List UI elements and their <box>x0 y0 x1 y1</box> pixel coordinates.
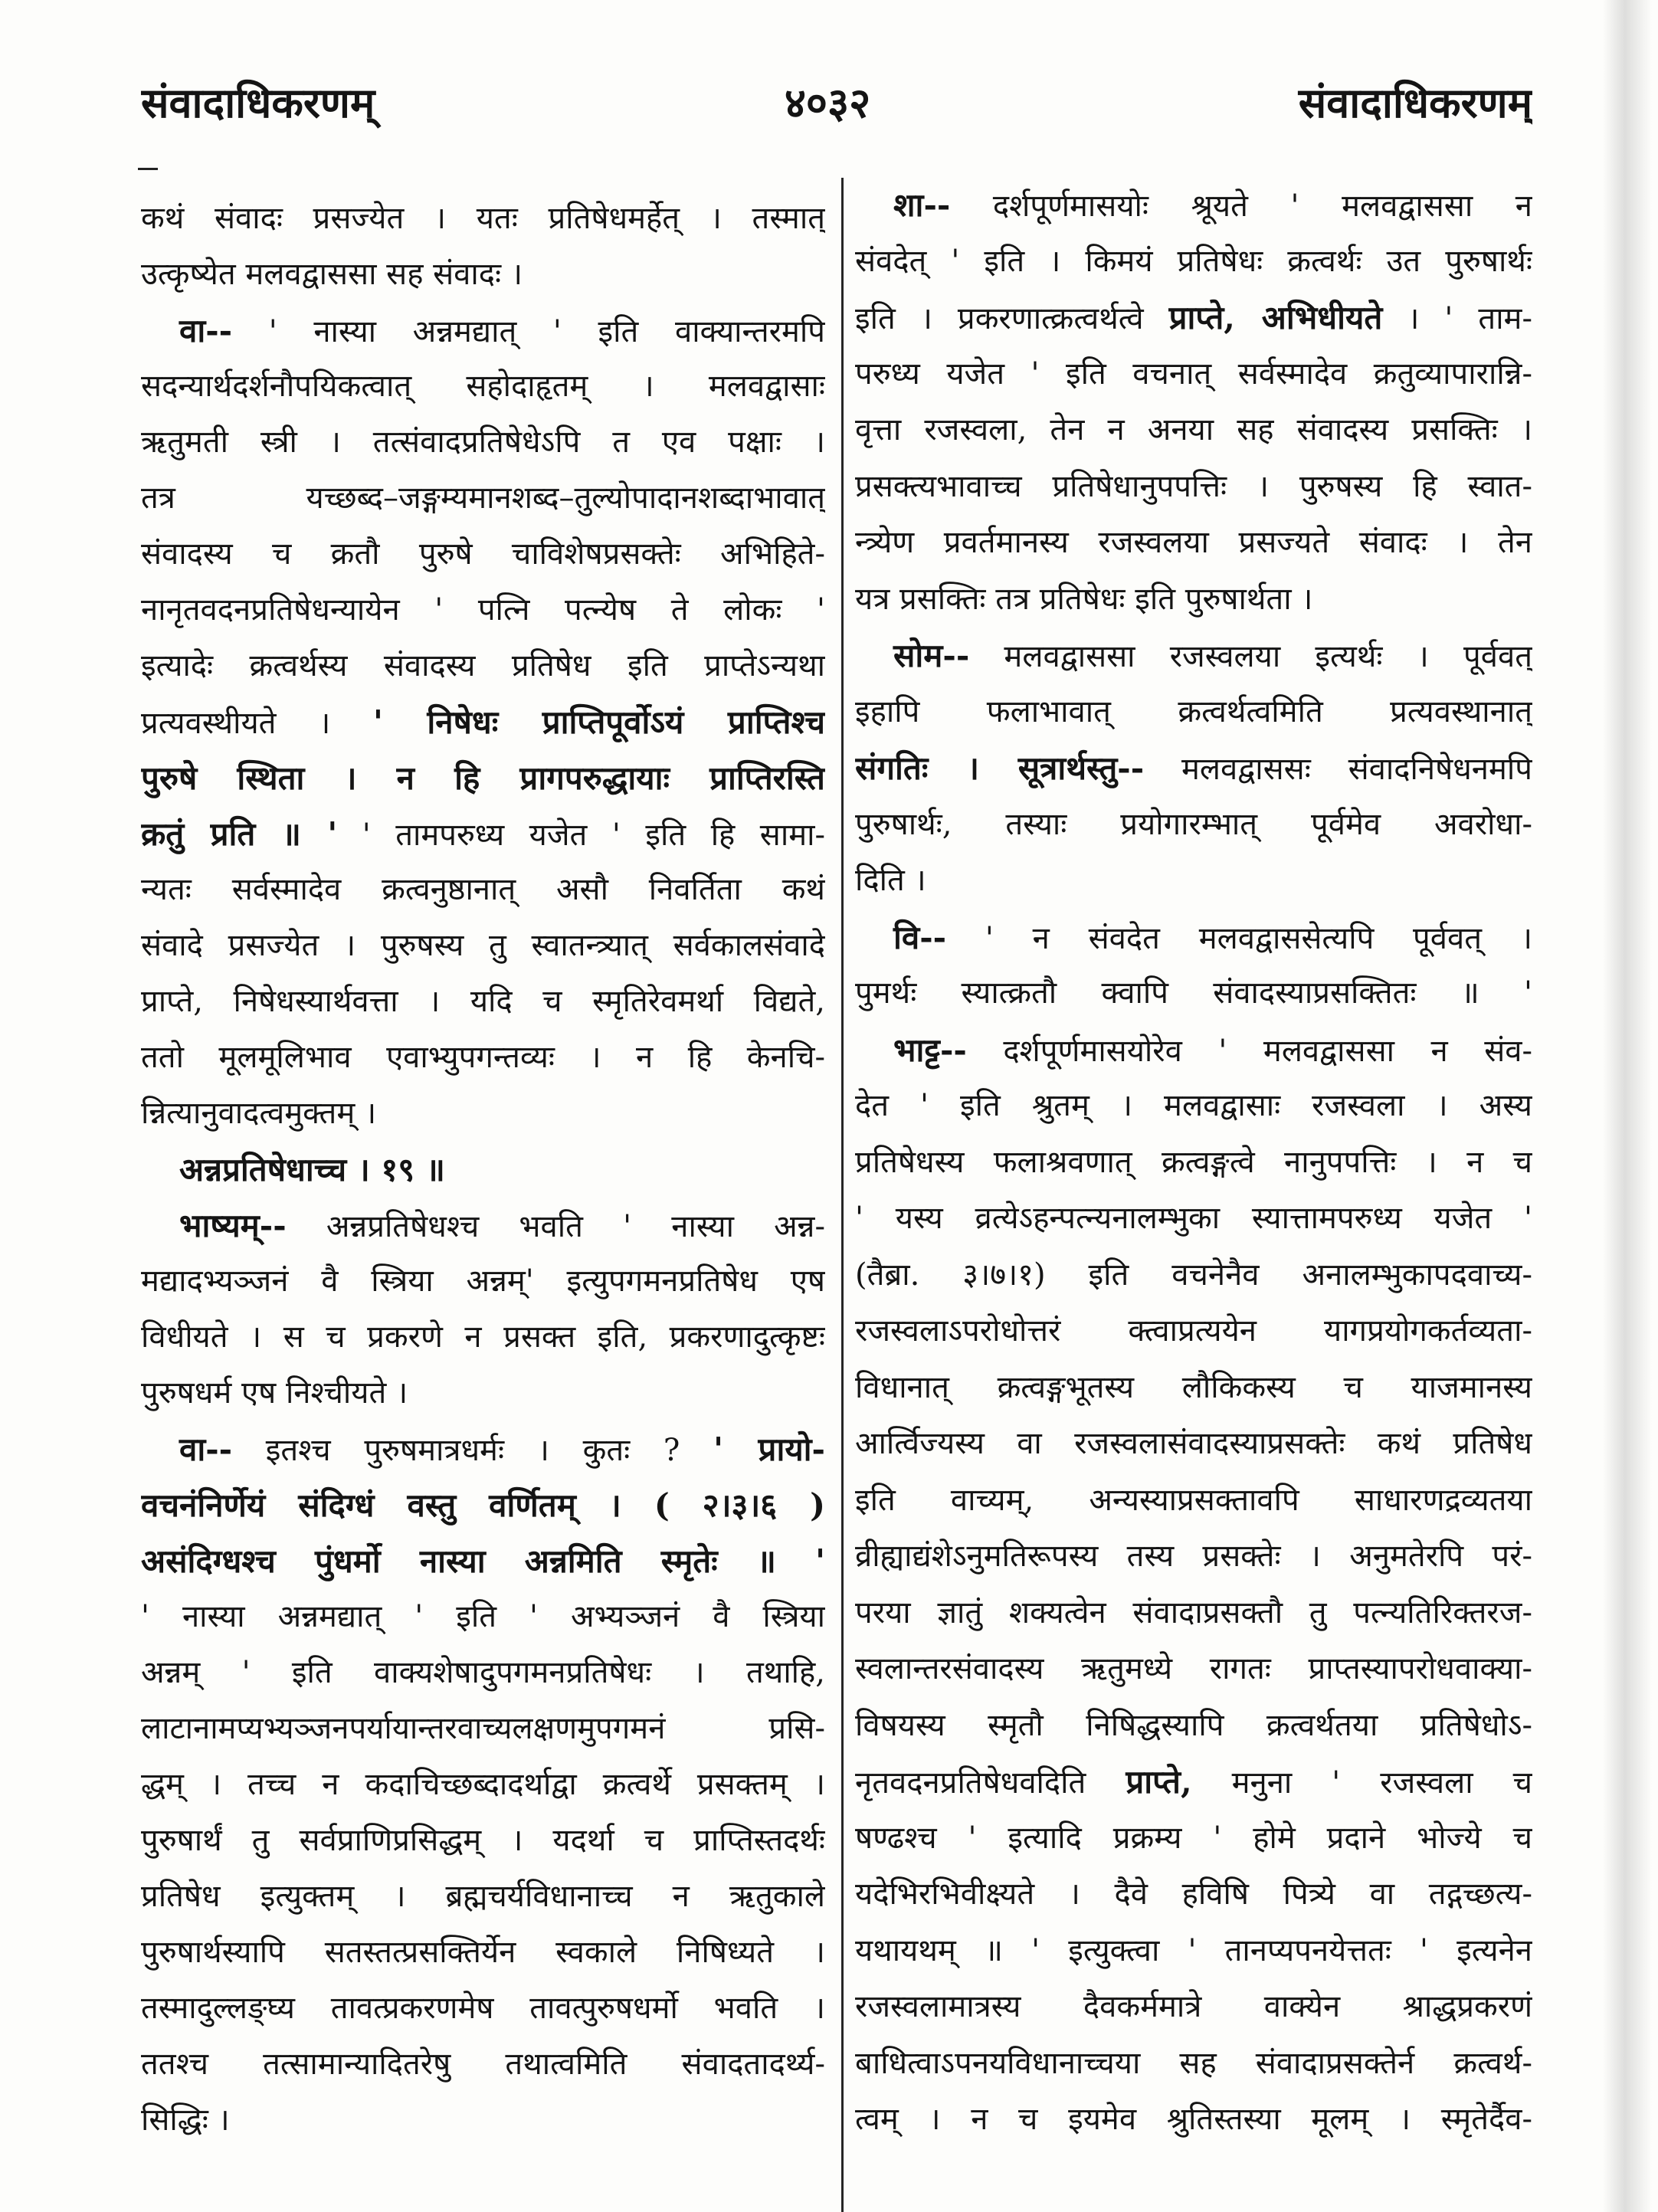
text-span: संवदेत् ' इति । किमयं प्रतिषेधः क्रत्वर्थः उत पुरुषार्थः <box>855 243 1532 279</box>
text-line <box>141 1589 825 1645</box>
text-span: पुमर्थः स्यात्क्रतौ क्वापि संवादस्याप्रसक्तितः ॥ ' <box>855 975 1532 1011</box>
right-column <box>855 177 1532 2148</box>
text-span: द्धम् । तच्च न कदाचिच्छब्दादर्थाद्वा क्रत्वर्थे प्रसक्तम् । <box>141 1767 825 1802</box>
text-line <box>141 303 825 359</box>
text-line <box>141 1925 825 1981</box>
text-line <box>141 1365 825 1421</box>
text-line <box>141 638 825 694</box>
bold-text: वि-- <box>893 918 947 956</box>
text-span: इहापि फलाभावात् क्रत्वर्थत्वमिति प्रत्यवस्थानात् <box>855 693 1532 729</box>
text-line <box>141 1309 825 1365</box>
text-line <box>855 1923 1532 1980</box>
text-span: सिद्धिः । <box>141 2102 230 2138</box>
text-line <box>855 459 1532 516</box>
text-span: ' नास्या अन्नमद्यात् ' इति ' अभ्यञ्जनं वै स्त्रिया <box>141 1599 825 1634</box>
text-span: स्वलान्तरसंवादस्य ऋतुमध्ये रागतः प्राप्तस्यापरोधवाक्या- <box>855 1651 1532 1686</box>
text-line <box>141 918 825 974</box>
bold-text: प्राप्ते, <box>1126 1763 1192 1801</box>
text-line <box>855 2092 1532 2148</box>
text-span: अन्नप्रतिषेधश्च भवति ' नास्या अन्न- <box>286 1209 825 1244</box>
text-span: विधीयते । स च प्रकरणे न प्रसक्त इति, प्रकरणादुत्कृष्टः <box>141 1319 825 1355</box>
text-line <box>141 694 825 750</box>
text-span: ' तामपरुध्य यजेत ' इति हि सामा- <box>337 818 825 853</box>
header-rule <box>138 168 158 170</box>
text-span: मलवद्वाससा रजस्वलया इत्यर्थः । पूर्ववत् <box>969 639 1532 674</box>
text-span: परुध्य यजेत ' इति वचनात् सर्वस्मादेव क्रतुव्यापारान्नि- <box>855 356 1532 392</box>
text-line <box>855 1416 1532 1473</box>
text-line <box>141 1030 825 1086</box>
text-line <box>855 1585 1532 1642</box>
text-span: यथायथम् ॥ ' इत्युक्त्वा ' तानप्यपनयेत्ततः ' इत्यनेन <box>855 1932 1532 1968</box>
text-line <box>855 965 1532 1022</box>
text-line <box>855 290 1532 346</box>
text-line <box>141 1533 825 1589</box>
bold-text: संगतिः । सूत्रार्थस्तु-- <box>855 749 1145 787</box>
text-span: लाटानामप्यभ्यञ्जनपर्यायान्तरवाच्यलक्षणमुपगमनं प्रसि- <box>141 1711 825 1746</box>
text-line <box>141 974 825 1030</box>
text-span: न्यतः सर्वस्मादेव क्रत्वनुष्ठानात् असौ निवर्तिता कथं <box>141 872 825 907</box>
text-span: इति वाच्यम्, अन्यस्याप्रसक्तावपि साधारणद्रव्यतया <box>855 1482 1532 1518</box>
bold-text: वा-- <box>179 312 233 349</box>
text-span: रजस्वलाऽपरोधोत्तरं क्त्वाप्रत्ययेन यागप्रयोगकर्तव्यता- <box>855 1313 1532 1349</box>
text-line <box>141 806 825 862</box>
text-span: यत्र प्रसक्तिः तत्र प्रतिषेधः इति पुरुषार्थता । <box>855 581 1313 617</box>
text-line <box>141 247 825 303</box>
text-line <box>855 1303 1532 1360</box>
text-span: अन्नम् ' इति वाक्यशेषादुपगमनप्रतिषेधः । तथाहि, <box>141 1655 825 1690</box>
bold-text: भाष्यम्-- <box>179 1207 287 1244</box>
text-span: त्वम् । न च इयमेव श्रुतिस्तस्या मूलम् । स्मृतेर्दैव- <box>855 2102 1532 2137</box>
text-span: देत ' इति श्रुतम् । मलवद्वासाः रजस्वला । अस्य <box>855 1088 1532 1123</box>
text-line <box>141 1757 825 1813</box>
text-line <box>855 909 1532 966</box>
text-span: रजस्वलामात्रस्य दैवकर्ममात्रे वाक्येन श्राद्धप्रकरणं <box>855 1989 1532 2024</box>
text-line <box>855 402 1532 459</box>
bold-text: क्रतुं प्रति ॥ ' <box>141 815 338 853</box>
text-span: षण्ढश्च ' इत्यादि प्रक्रम्य ' होमे प्रदाने भोज्ये च <box>855 1820 1532 1856</box>
text-span: बाधित्वाऽपनयविधानाच्चया सह संवादाप्रसक्तेर्न क्रत्वर्थ- <box>855 2045 1532 2081</box>
page-number: ४०३२ <box>784 78 871 127</box>
text-span: परया ज्ञातुं शक्यत्वेन संवादाप्रसक्तौ तु पत्न्यतिरिक्तरज- <box>855 1594 1532 1630</box>
text-span: मलवद्वाससः संवादनिषेधनमपि <box>1144 752 1532 787</box>
text-span: प्राप्ते, निषेधस्यार्थवत्ता । यदि च स्मृतिरेवमर्था विद्यते, <box>141 984 825 1019</box>
bold-text: वा-- <box>179 1430 233 1468</box>
text-line <box>855 515 1532 572</box>
text-line <box>141 1981 825 2037</box>
text-span: पुरुषार्थस्यापि सतस्तत्प्रसक्तिर्येन स्वकाले निषिध्यते । <box>141 1935 825 1970</box>
text-line <box>855 1641 1532 1698</box>
text-span: प्रसक्त्यभावाच्च प्रतिषेधानुपपत्तिः । पुरुषस्य हि स्वात- <box>855 468 1532 504</box>
text-span: कथं संवादः प्रसज्येत । यतः प्रतिषेधमर्हेत् । तस्मात् <box>141 201 825 236</box>
text-span: तस्मादुल्लङ्घ्य तावत्प्रकरणमेष तावत्पुरुषधर्मो भवति । <box>141 1991 825 2026</box>
text-line <box>141 1869 825 1925</box>
text-span: विषयस्य स्मृतौ निषिद्धस्यापि क्रत्वर्थतया प्रतिषेधोऽ- <box>855 1707 1532 1743</box>
text-span: मद्यादभ्यञ्जनं वै स्त्रिया अन्नम्' इत्युपगमनप्रतिषेध एष <box>141 1263 825 1299</box>
scan-edge-shadow <box>1603 0 1652 2212</box>
text-span: पुरुषार्थः, तस्याः प्रयोगारम्भात् पूर्वमेव अवरोधा- <box>855 806 1532 842</box>
text-span: प्रतिषेध इत्युक्तम् । ब्रह्मचर्यविधानाच्च न ऋतुकाले <box>141 1879 825 1914</box>
bold-text: शा-- <box>893 186 951 224</box>
text-line <box>855 572 1532 628</box>
text-line <box>141 359 825 415</box>
text-line <box>141 526 825 582</box>
text-span: । ' ताम- <box>1382 301 1532 336</box>
running-header-right: संवादाधिकरणम् <box>1298 78 1532 127</box>
text-line <box>141 1813 825 1869</box>
text-line <box>141 1198 825 1253</box>
text-line <box>141 1142 825 1198</box>
text-span: इति । प्रकरणात्क्रत्वर्थत्वे <box>855 301 1169 336</box>
text-line <box>141 1086 825 1142</box>
text-span: इतश्च पुरुषमात्रधर्मः । कुतः ? <box>232 1433 714 1468</box>
text-line <box>855 1698 1532 1755</box>
bold-text: पुरुषे स्थिता । न हि प्रागपरुद्धायाः प्राप्तिरस्ति <box>141 759 825 797</box>
text-span: (तैब्रा. ३।७।१) इति वचनेनैव अनालम्भुकापदवाच्य- <box>855 1257 1532 1293</box>
text-line <box>855 1529 1532 1585</box>
text-line <box>855 628 1532 684</box>
text-span: संवादस्य च क्रतौ पुरुषे चाविशेषप्रसक्तेः अभिहिते- <box>141 536 825 572</box>
text-span: ततश्च तत्सामान्यादितरेषु तथात्वमिति संवादतादर्थ्य- <box>141 2047 825 2082</box>
text-line <box>855 2036 1532 2092</box>
left-column <box>141 191 825 2148</box>
text-span: ऋतुमती स्त्री । तत्संवादप्रतिषेधेऽपि त एव पक्षाः । <box>141 424 825 460</box>
text-span: संवादे प्रसज्येत । पुरुषस्य तु स्वातन्त्र्यात् सर्वकालसंवादे <box>141 928 825 963</box>
text-line <box>855 177 1532 234</box>
text-line <box>141 1253 825 1309</box>
text-span: पुरुषार्थं तु सर्वप्राणिप्रसिद्धम् । यदर्था च प्राप्तिस्तदर्थः <box>141 1823 825 1858</box>
text-line <box>855 1866 1532 1923</box>
text-span: प्रत्यवस्थीयते । <box>141 706 373 741</box>
text-line <box>855 1191 1532 1247</box>
text-line <box>141 582 825 638</box>
text-line <box>855 1078 1532 1135</box>
bold-text: वचनंनिर्णेयं संदिग्धं वस्तु वर्णितम् । ( २।३।६ ) <box>141 1486 825 1524</box>
text-span: तत्र यच्छब्द–जङ्गम्यमानशब्द–तुल्योपादानशब्दाभावात् <box>141 480 825 516</box>
text-line <box>855 797 1532 854</box>
text-span: ' यस्य व्रत्येऽहन्पत्न्यनालम्भुका स्यात्तामपरुध्य यजेत ' <box>855 1201 1532 1236</box>
bold-text: असंदिग्धश्च पुंधर्मो नास्या अन्नमिति स्मृतेः ॥ ' <box>141 1542 825 1580</box>
text-span: उत्कृष्येत मलवद्वाससा सह संवादः । <box>141 257 523 292</box>
text-span: व्रीह्याद्यंशेऽनुमतिरूपस्य तस्य प्रसक्तेः । अनुमतेरपि परं- <box>855 1539 1532 1574</box>
text-line <box>141 415 825 470</box>
bold-text: ' प्रायो- <box>713 1430 825 1468</box>
text-span: पुरुषधर्म एष निश्चीयते । <box>141 1375 408 1411</box>
text-line <box>141 862 825 918</box>
text-line <box>855 1360 1532 1417</box>
text-line <box>141 1477 825 1533</box>
column-divider <box>841 178 844 2212</box>
text-line <box>141 1421 825 1477</box>
text-span: दर्शपूर्णमासयोरेव ' मलवद्वाससा न संव- <box>966 1033 1532 1069</box>
text-line <box>141 2092 825 2148</box>
text-line <box>855 1754 1532 1811</box>
text-line <box>855 1473 1532 1529</box>
text-line <box>855 346 1532 403</box>
text-line <box>855 853 1532 909</box>
text-span: न्नित्यानुवादत्वमुक्तम् । <box>141 1096 377 1131</box>
text-span: इत्यादेः क्रत्वर्थस्य संवादस्य प्रतिषेध इति प्राप्तेऽन्यथा <box>141 648 825 683</box>
text-span: आर्त्विज्यस्य वा रजस्वलासंवादस्याप्रसक्तेः कथं प्रतिषेध <box>855 1426 1532 1461</box>
text-line <box>141 470 825 526</box>
text-line <box>855 1811 1532 1867</box>
text-span: प्रतिषेधस्य फलाश्रवणात् क्रत्वङ्गत्वे नानुपपत्तिः । न च <box>855 1144 1532 1180</box>
text-line <box>855 1022 1532 1079</box>
text-line <box>855 1979 1532 2036</box>
text-span: विधानात् क्रत्वङ्गभूतस्य लौकिकस्य च याजमानस्य <box>855 1369 1532 1405</box>
bold-text: प्राप्ते, अभिधीयते <box>1168 299 1383 336</box>
text-line <box>855 1247 1532 1304</box>
text-span: ' नास्या अन्नमद्यात् ' इति वाक्यान्तरमपि <box>232 314 825 349</box>
text-span: नानृतवदनप्रतिषेधन्यायेन ' पत्नि पत्न्येष ते लोकः ' <box>141 592 825 628</box>
text-line <box>141 191 825 247</box>
bold-text: भाट्ट-- <box>893 1031 967 1069</box>
text-span: मनुना ' रजस्वला च <box>1191 1765 1532 1801</box>
text-span: सदन्यार्थदर्शनौपयिकत्वात् सहोदाहृतम् । मलवद्वासाः <box>141 369 825 404</box>
text-line <box>141 1701 825 1757</box>
text-span: दर्शपूर्णमासयोः श्रूयते ' मलवद्वाससा न <box>950 188 1532 224</box>
bold-text: ' निषेधः प्राप्तिपूर्वोऽयं प्राप्तिश्च <box>372 703 825 741</box>
text-span: नृतवदनप्रतिषेधवदिति <box>855 1765 1126 1801</box>
text-span: ततो मूलमूलिभाव एवाभ्युपगन्तव्यः । न हि केनचि- <box>141 1040 825 1075</box>
text-line <box>141 750 825 806</box>
text-span: वृत्ता रजस्वला, तेन न अनया सह संवादस्य प्रसक्तिः । <box>855 412 1532 447</box>
text-span: न्त्र्येण प्रवर्तमानस्य रजस्वलया प्रसज्यते संवादः । तेन <box>855 525 1532 560</box>
bold-text: सोम-- <box>893 637 970 674</box>
text-span: यदेभिरभिवीक्ष्यते । दैवे हविषि पित्र्ये वा तद्गच्छत्य- <box>855 1876 1532 1912</box>
text-span: दिति । <box>855 863 926 898</box>
text-line <box>855 1135 1532 1191</box>
text-line <box>855 684 1532 741</box>
text-line <box>141 2037 825 2092</box>
text-line <box>141 1645 825 1701</box>
running-header-left: संवादाधिकरणम् <box>141 78 375 127</box>
bold-text: अन्नप्रतिषेधाच्च । १९ ॥ <box>179 1151 445 1188</box>
text-line <box>855 740 1532 797</box>
text-line <box>855 234 1532 290</box>
text-span: ' न संवदेत मलवद्वाससेत्यपि पूर्ववत् । <box>946 920 1532 956</box>
